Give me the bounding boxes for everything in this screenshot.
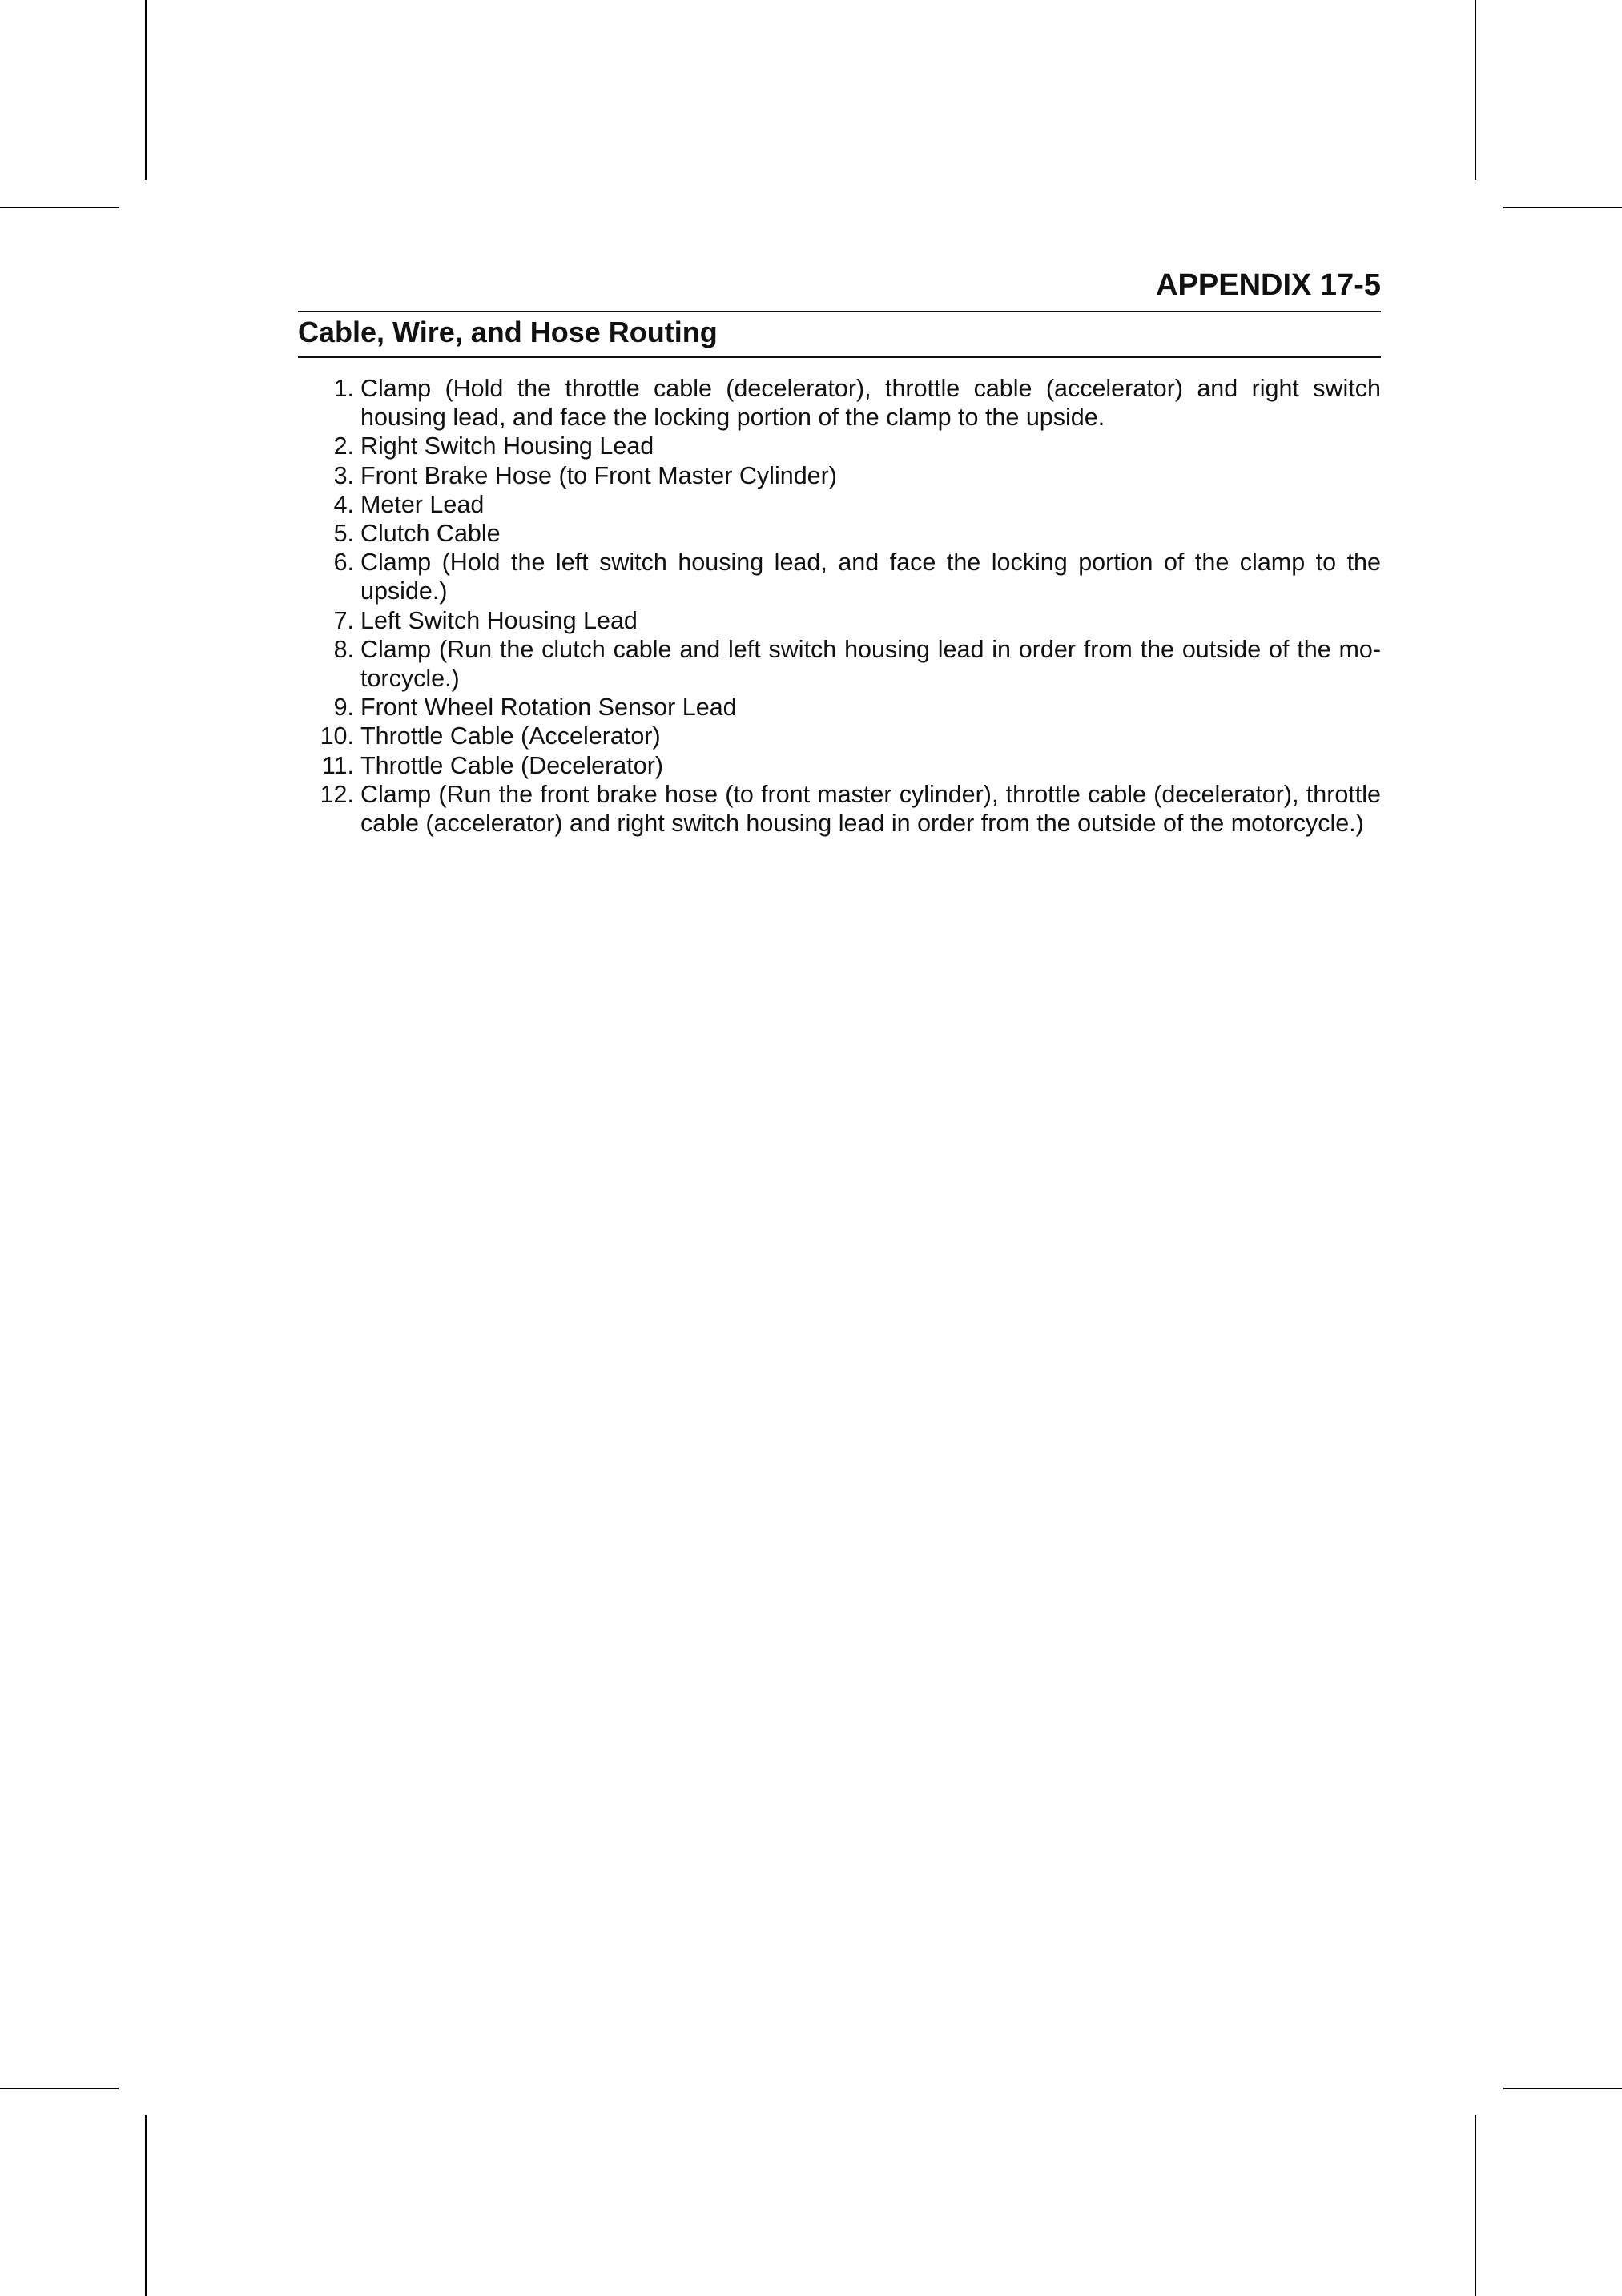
list-item [298, 519, 1381, 548]
item-number: 12. [320, 780, 354, 808]
item-text: Left Switch Housing Lead [360, 606, 638, 634]
header-rule [298, 311, 1381, 312]
crop-mark-top-right-horizontal [1503, 207, 1622, 208]
crop-mark-top-right-vertical [1475, 0, 1476, 180]
list-item [298, 635, 1381, 693]
crop-mark-bottom-right-vertical [1475, 2115, 1476, 2296]
item-text: Throttle Cable (Accelerator) [360, 722, 661, 750]
item-number: 9. [333, 694, 354, 722]
item-text: Throttle Cable (Decelerator) [360, 751, 664, 779]
item-number: 8. [333, 635, 354, 663]
item-text: Front Brake Hose (to Front Master Cylinder) [360, 461, 837, 489]
list-item [298, 722, 1381, 750]
section-title: Cable, Wire, and Hose Routing [298, 316, 718, 348]
crop-mark-bottom-left-horizontal [0, 2088, 119, 2089]
item-number: 4. [333, 490, 354, 518]
list-item [298, 780, 1381, 838]
item-text: Meter Lead [360, 490, 485, 518]
item-number: 2. [333, 432, 354, 460]
list-item [298, 693, 1381, 722]
list-item [298, 374, 1381, 432]
list-item [298, 432, 1381, 460]
crop-mark-bottom-right-horizontal [1503, 2088, 1622, 2089]
crop-mark-bottom-left-vertical [145, 2115, 147, 2296]
item-text: Clutch Cable [360, 520, 501, 548]
item-text: Right Switch Housing Lead [360, 432, 654, 460]
list-item [298, 606, 1381, 635]
item-text: Clamp (Hold the throttle cable (decelerator), throttle cable (accelerator) and right switch housing lead, and face the locking portion of the clamp to the upside. [360, 375, 1381, 432]
item-text: Clamp (Hold the left switch housing lead, and face the locking portion of the clamp to the upside.) [360, 549, 1381, 605]
item-number: 3. [333, 461, 354, 489]
item-text: Clamp (Run the front brake hose (to front master cylinder), throttle cable (decelerator), throttle cable (accelerator) and right switch housing lead in order from the outside of the motorcycle.) [360, 780, 1381, 838]
item-number: 10. [320, 722, 354, 750]
item-number: 7. [333, 606, 354, 634]
page-header-title: APPENDIX 17-5 [1156, 268, 1381, 302]
list-item [298, 548, 1381, 605]
legend-list [298, 374, 1381, 838]
crop-mark-top-left-horizontal [0, 207, 119, 208]
item-text: Front Wheel Rotation Sensor Lead [360, 694, 737, 722]
item-number: 1. [333, 375, 354, 402]
item-number: 6. [333, 549, 354, 577]
item-text: Clamp (Run the clutch cable and left switch housing lead in order from the outside of the mo-torcycle.) [360, 635, 1381, 693]
item-number: 5. [333, 520, 354, 548]
item-number: 11. [321, 751, 354, 779]
list-item [298, 461, 1381, 490]
list-item [298, 751, 1381, 780]
list-item [298, 490, 1381, 519]
crop-mark-top-left-vertical [145, 0, 147, 180]
section-rule [298, 356, 1381, 358]
